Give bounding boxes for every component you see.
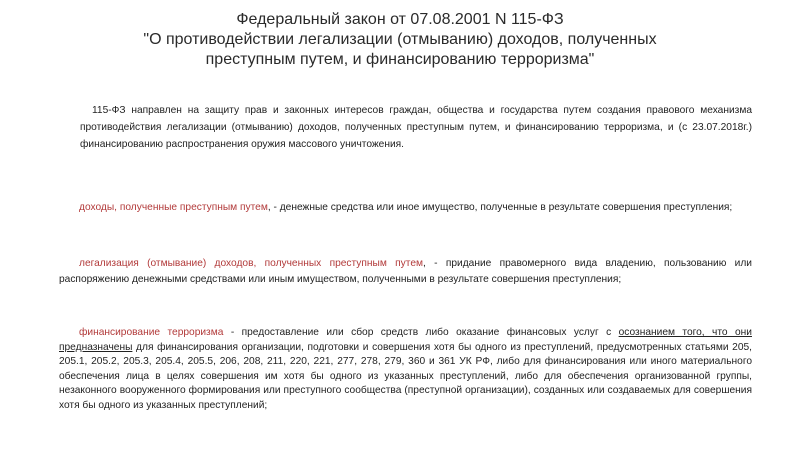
title-line-3: преступным путем, и финансированию терроризма"	[205, 51, 595, 68]
definition-text-after: для финансирования организации, подготовки и совершения хотя бы одного из преступлений, предусмотренных статьями 205, 205.1, 205.2, 205.3, 205.4, 205.5, 206, 208, 211, 220, 221, 277, 278, 279, 360 и 361 УК РФ, либо для финансирования или иного материального обеспечения лица в целях совершения им хотя бы одного из указанных преступлений, либо для обеспечения организованной группы, незаконного вооруженного формирования или преступного сообщества (преступной организации), созданных или создаваемых для совершения хотя бы одного из указанных преступлений;	[59, 341, 752, 411]
title-line-2: "О противодействии легализации (отмыванию) доходов, полученных	[143, 31, 657, 48]
definition-term: финансирование терроризма	[79, 327, 224, 338]
definition-criminal-income	[59, 200, 752, 216]
definition-text: , - придание правомерного вида владению, пользованию или распоряжению денежными средствами или иным имуществом, полученными в результате совершения преступления;	[59, 258, 752, 285]
definition-text-before: - предоставление или сбор средств либо оказание финансовых услуг с	[223, 327, 619, 338]
intro-paragraph: 115-ФЗ направлен на защиту прав и законных интересов граждан, общества и государства путем создания правового механизма противодействия легализации (отмыванию) доходов, полученных преступным путем, и финансированию терроризма, и (с 23.07.2018г.) финансированию распространения оружия массового уничтожения.	[80, 105, 752, 150]
document-title	[110, 10, 690, 70]
definition-terrorism-financing	[59, 326, 752, 414]
definition-term: доходы, полученные преступным путем	[79, 202, 268, 213]
title-line-1: Федеральный закон от 07.08.2001 N 115-ФЗ	[236, 11, 564, 28]
definition-underlined-text: осознанием того, что они предназначены	[59, 327, 752, 353]
definition-money-laundering	[59, 256, 752, 287]
definition-text: , - денежные средства или иное имущество, полученные в результате совершения преступления;	[267, 202, 733, 213]
definition-term: легализация (отмывание) доходов, полученных преступным путем	[79, 258, 423, 269]
